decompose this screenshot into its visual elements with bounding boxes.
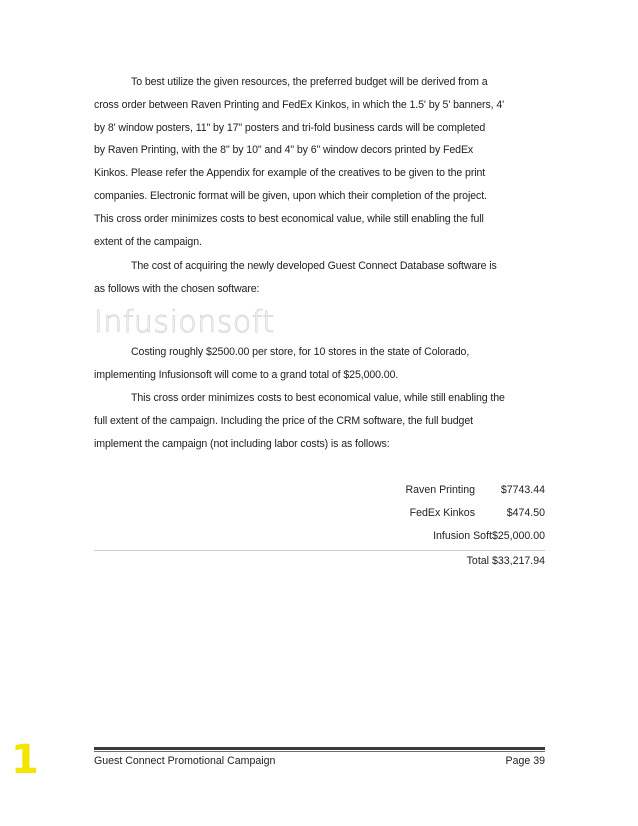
infusionsoft-logo: Infusionsoft bbox=[94, 305, 275, 340]
text-line: companies. Electronic format will be given, upon which their completion of the project. bbox=[94, 189, 487, 202]
footer-title: Guest Connect Promotional Campaign bbox=[94, 755, 276, 767]
budget-label: FedEx Kinkos bbox=[409, 507, 475, 519]
text-line: extent of the campaign. bbox=[94, 235, 202, 248]
paragraph-store-cost bbox=[94, 341, 546, 387]
text-line: Kinkos. Please refer the Appendix for example of the creatives to be given to the print bbox=[94, 167, 486, 180]
paragraph-software-cost bbox=[94, 255, 546, 301]
footer-page-number: Page 39 bbox=[505, 755, 545, 767]
budget-table bbox=[295, 479, 545, 548]
text-line: implement the campaign (not including labor costs) is as follows: bbox=[94, 437, 390, 450]
text-line: by 8' window posters, 11" by 17" posters and tri-fold business cards will be completed bbox=[94, 121, 486, 134]
thumbnail-index-number: 1 bbox=[11, 737, 39, 783]
text-line: This cross order minimizes costs to best economical value, while still enabling the bbox=[131, 392, 505, 404]
text-line: cross order between Raven Printing and FedEx Kinkos, in which the 1.5' by 5' banners, 4' bbox=[94, 98, 505, 111]
budget-amount: $25,000.00 bbox=[491, 530, 545, 542]
budget-label: Infusion Soft bbox=[433, 530, 492, 542]
budget-row bbox=[295, 479, 545, 502]
budget-total bbox=[467, 551, 545, 571]
paragraph-printing-plan bbox=[94, 71, 546, 253]
paragraph-full-budget bbox=[94, 387, 546, 455]
text-line: by Raven Printing, with the 8" by 10" and 4" by 6" window decors printed by FedEx bbox=[94, 144, 474, 157]
text-line: Costing roughly $2500.00 per store, for 10 stores in the state of Colorado, bbox=[131, 346, 470, 358]
text-line: implementing Infusionsoft will come to a grand total of $25,000.00. bbox=[94, 368, 399, 381]
budget-row bbox=[295, 502, 545, 525]
budget-row bbox=[295, 525, 545, 548]
text-line: The cost of acquiring the newly developed Guest Connect Database software is bbox=[131, 260, 497, 272]
footer-rule bbox=[94, 747, 545, 750]
budget-amount: $7743.44 bbox=[500, 484, 545, 496]
total-label: Total bbox=[466, 555, 490, 567]
budget-amount: $474.50 bbox=[506, 507, 545, 519]
text-line: full extent of the campaign. Including the price of the CRM software, the full budget bbox=[94, 414, 473, 427]
text-line: as follows with the chosen software: bbox=[94, 282, 260, 295]
text-line: This cross order minimizes costs to best economical value, while still enabling the full bbox=[94, 212, 484, 225]
text-line: To best utilize the given resources, the preferred budget will be derived from a bbox=[131, 76, 488, 88]
budget-label: Raven Printing bbox=[405, 484, 475, 496]
total-amount: $33,217.94 bbox=[491, 555, 545, 567]
